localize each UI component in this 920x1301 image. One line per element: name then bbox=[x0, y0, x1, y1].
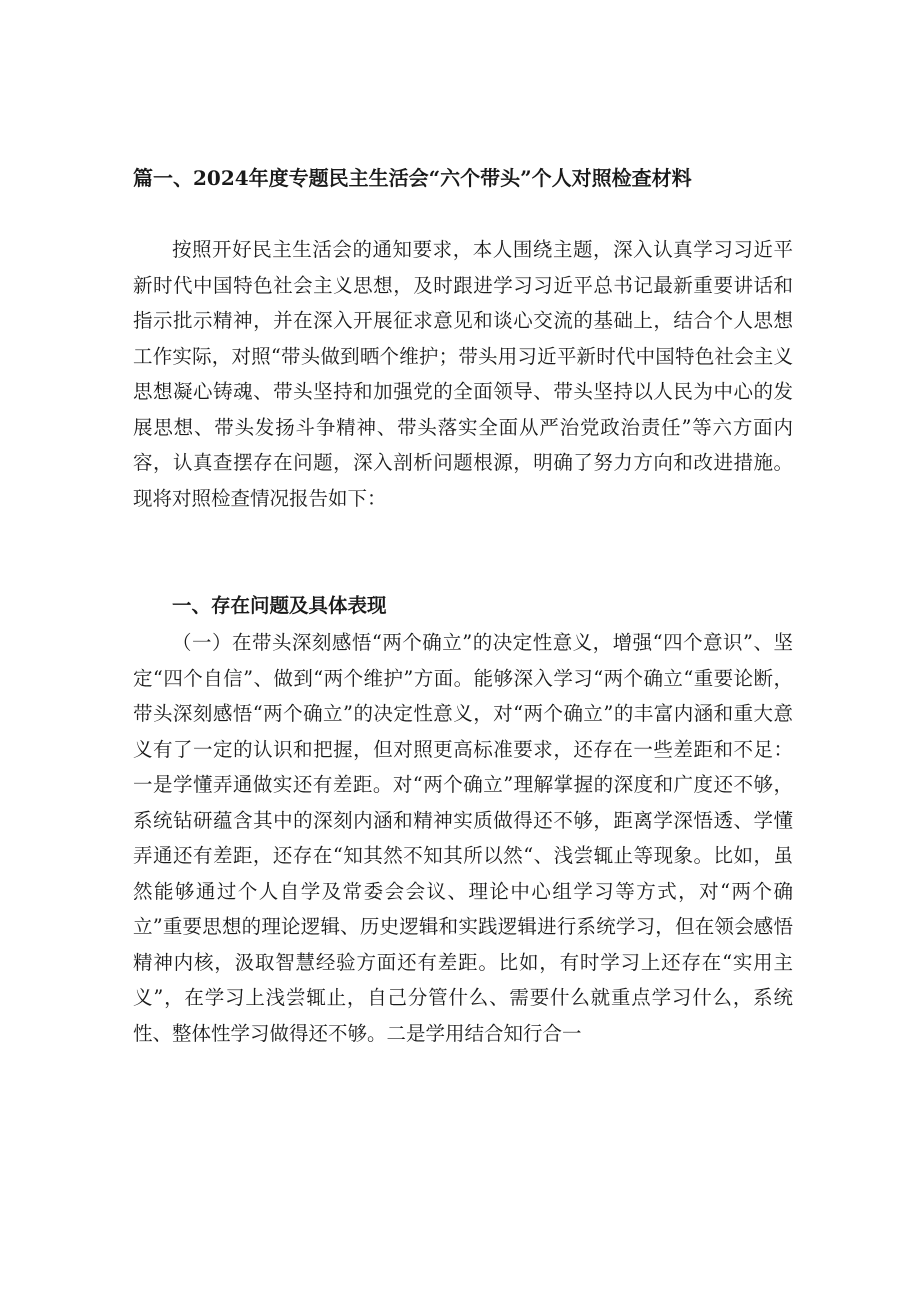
section-one-heading: 一、存在问题及具体表现 bbox=[172, 594, 387, 617]
section-one-paragraph: （一）在带头深刻感悟“两个确立”的决定性意义，增强“四个意识”、坚定“四个自信”、做到“两个维护”方面。能够深入学习“两个确立“重要论断，带头深刻感悟“两个确立”的决定性意义，对“两个确立”的丰富内涵和重大意义有了一定的认识和把握，但对照更高标准要求，还存在一些差距和不足：一是学懂弄通做实还有差距。对“两个确立”理解掌握的深度和广度还不够，系统钻研蕴含其中的深刻内涵和精神实质做得还不够，距离学深悟透、学懂弄通还有差距，还存在“知其然不知其所以然“、浅尝辄止等现象。比如，虽然能够通过个人自学及常委会会议、理论中心组学习等方式，对“两个确立”重要思想的理论逻辑、历史逻辑和实践逻辑进行系统学习，但在领会感悟精神内核，汲取智慧经验方面还有差距。比如，有时学习上还存在“实用主义”，在学习上浅尝辄止，自己分管什么、需要什么就重点学习什么，系统性、整体性学习做得还不够。二是学用结合知行合一 bbox=[133, 631, 793, 1045]
document-title: 篇一、2024年度专题民主生活会“六个带头”个人对照检查材料 bbox=[133, 166, 692, 190]
intro-paragraph: 按照开好民主生活会的通知要求，本人围绕主题，深入认真学习习近平新时代中国特色社会主义思想，及时跟进学习习近平总书记最新重要讲话和指示批示精神，并在深入开展征求意见和谈心交流的基础上，结合个人思想工作实际，对照“带头做到晒个维护；带头用习近平新时代中国特色社会主义思想凝心铸魂、带头坚持和加强党的全面领导、带头坚持以人民为中心的发展思想、带头发扬斗争精神、带头落实全面从严治党政治责任”等六方面内容，认真查摆存在问题，深入剖析问题根源，明确了努力方向和改进措施。现将对照检查情况报告如下： bbox=[133, 238, 793, 510]
